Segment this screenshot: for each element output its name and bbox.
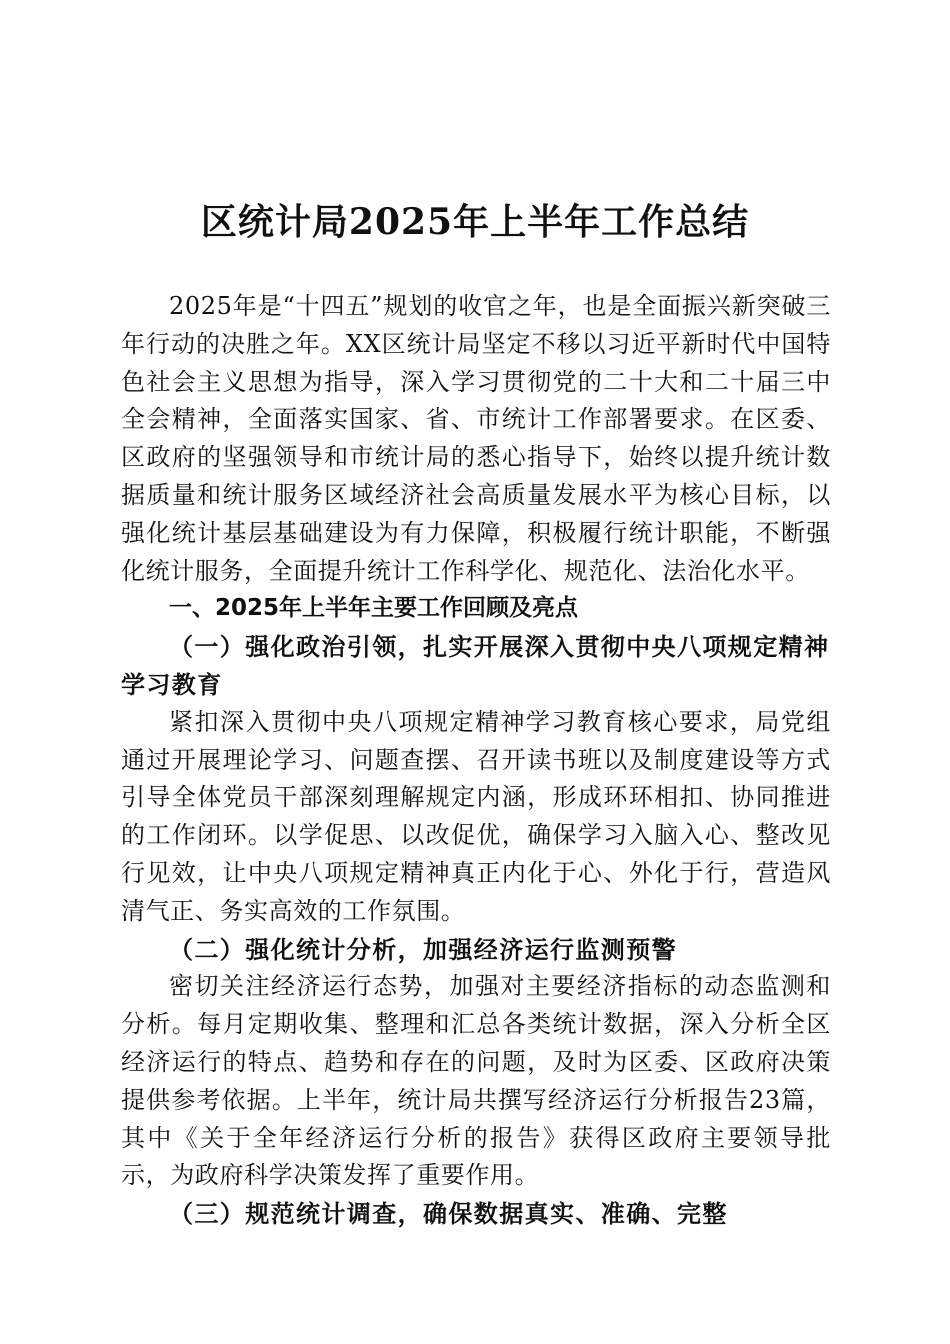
intro-paragraph: 2025年是“十四五”规划的收官之年，也是全面振兴新突破三年行动的决胜之年。XX区统计局坚定不移以习近平新时代中国特色社会主义思想为指导，深入学习贯彻党的二十大和二十届三中全会精神，全面落实国家、省、市统计工作部署要求。在区委、区政府的坚强领导和市统计局的悉心指导下，始终以提升统计数据质量和统计服务区域经济社会高质量发展水平为核心目标，以强化统计基层基础建设为有力保障，积极履行统计职能，不断强化统计服务，全面提升统计工作科学化、规范化、法治化水平。 — [121, 292, 831, 585]
subsection-heading-1: （一）强化政治引领，扎实开展深入贯彻中央八项规定精神学习教育 — [121, 632, 830, 699]
subsection-paragraph-1: 紧扣深入贯彻中央八项规定精神学习教育核心要求，局党组通过开展理论学习、问题查摆、召开读书班以及制度建设等方式引导全体党员干部深刻理解规定内涵，形成环环相扣、协同推进的工作闭环。以学促思、以改促优，确保学习入脑入心、整改见行见效，让中央八项规定精神真正内化于心、外化于行，营造风清气正、务实高效的工作氛围。 — [121, 707, 831, 925]
subsection-paragraph-2: 密切关注经济运行态势，加强对主要经济指标的动态监测和分析。每月定期收集、整理和汇总各类统计数据，深入分析全区经济运行的特点、趋势和存在的问题，及时为区委、区政府决策提供参考依据。上半年，统计局共撰写经济运行分析报告23篇，其中《关于全年经济运行分析的报告》获得区政府主要领导批示，为政府科学决策发挥了重要作用。 — [121, 972, 831, 1190]
subsection-heading-2: （二）强化统计分析，加强经济运行监测预警 — [169, 934, 677, 964]
subsection-heading-3: （三）规范统计调查，确保数据真实、准确、完整 — [169, 1199, 728, 1229]
section-heading-1: 一、2025年上半年主要工作回顾及亮点 — [169, 595, 579, 622]
document-title: 区统计局2025年上半年工作总结 — [200, 201, 750, 243]
document-body — [121, 288, 831, 1233]
